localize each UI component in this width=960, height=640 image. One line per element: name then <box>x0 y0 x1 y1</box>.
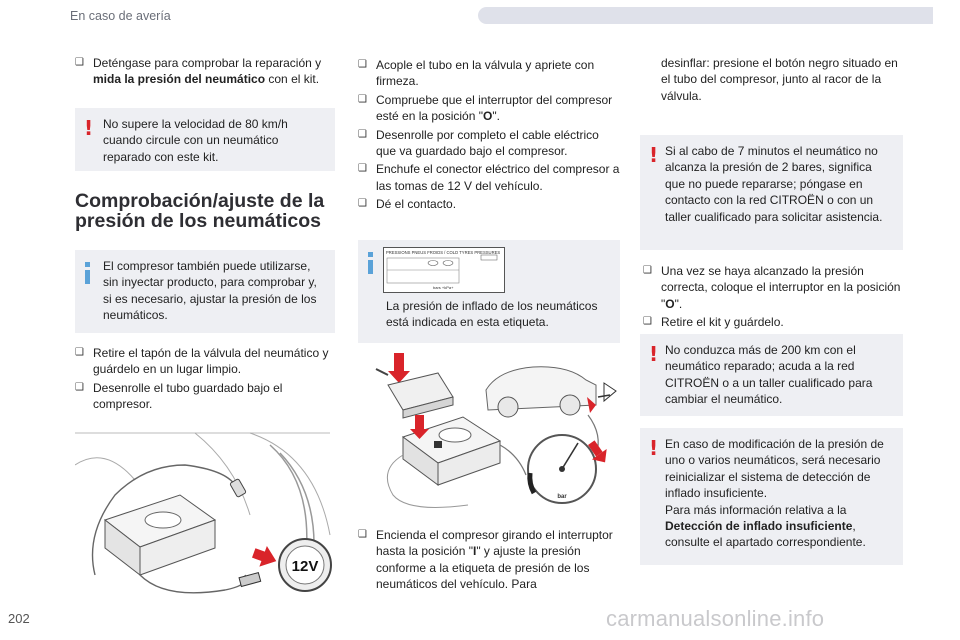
label-header-text: PRESSIONS PNEUS FROIDS / COLD TYRES PRESSURES <box>386 250 501 255</box>
checkbox-bullet-icon: ❑ <box>358 93 367 105</box>
list-item: ❑ Retire el kit y guárdelo. <box>643 315 784 330</box>
warning-box-speed <box>75 108 335 171</box>
list-item: ❑ Desenrolle por completo el cable eléctrico que va guardado bajo el compresor. <box>358 127 599 159</box>
info-box-pressure-label <box>358 240 620 343</box>
checkbox-bullet-icon: ❑ <box>358 128 367 140</box>
12v-socket-label: 12V <box>291 558 319 575</box>
col1-bullets <box>75 345 330 415</box>
list-item: ❑ Enchufe el conector eléctrico del compresor a las tomas de 12 V del vehículo. <box>358 162 620 193</box>
info-box-compressor <box>75 250 335 333</box>
list-item: ❑ Encienda el compresor girando el interruptor hasta la posición "I" y ajuste la presión conforme a la etiqueta de presión de los neumáticos del vehículo. Para <box>358 528 613 592</box>
col1-bullet-1: ❑ Deténgase para comprobar la reparación y mida la presión del neumático con el kit. <box>75 56 322 87</box>
checkbox-bullet-icon: ❑ <box>358 529 367 540</box>
list-item: ❑ Una vez se haya alcanzado la presión correcta, coloque el interruptor en la posición "O". <box>643 264 901 311</box>
warning-text: No supere la velocidad de 80 km/h cuando circule con un neumático reparado con este kit. <box>103 117 288 164</box>
col3-continuation: desinflar: presione el botón negro situado en el tubo del compresor, junto al racor de la válvula. <box>661 56 898 103</box>
tyre-pressure-label-illustration <box>383 247 505 293</box>
info-i-icon <box>85 262 91 284</box>
checkbox-bullet-icon: ❑ <box>358 198 367 210</box>
warning-exclamation-icon: ! <box>649 143 659 167</box>
compressor-wheel-illustration <box>75 425 335 610</box>
list-item: ❑ Dé el contacto. <box>358 197 457 212</box>
list-item: ❑ Acople el tubo en la válvula y apriete con firmeza. <box>358 58 595 89</box>
label-footer-text: bars +kPa+ <box>433 285 454 290</box>
warning-exclamation-icon: ! <box>84 116 94 140</box>
warning-text: Si al cabo de 7 minutos el neumático no alcanza la presión de 2 bares, significa que no puede repararse; póngase en contacto con la red CITROËN o con un taller cualificado para solicitar asistencia. <box>665 144 883 224</box>
watermark: carmanualsonline.info <box>606 606 825 631</box>
warning-box-underinflation <box>640 428 903 565</box>
warning-exclamation-icon: ! <box>649 436 659 460</box>
page-number: 202 <box>8 611 30 626</box>
gauge-unit-label: bar <box>557 494 567 500</box>
info-text: El compresor también puede utilizarse, sin inyectar producto, para comprobar y, si es necesario, ajustar la presión de los neumáticos. <box>103 259 317 323</box>
list-item: ❑ Compruebe que el interruptor del compresor esté en la posición "O". <box>358 92 613 124</box>
list-item: ❑ Retire el tapón de la válvula del neumático y guárdelo en un lugar limpio. <box>75 346 329 377</box>
section-heading: Comprobación/ajuste de la presión de los neumáticos <box>75 190 325 232</box>
checkbox-bullet-icon: ❑ <box>358 163 367 175</box>
warning-text: En caso de modificación de la presión de uno o varios neumáticos, será necesario reinicializar el sistema de detección de inflado insuficiente. Para más información relativa a la Detección de inflado insuficiente, consulte el apartado correspondiente. <box>665 437 884 550</box>
col3-bullets <box>643 263 901 333</box>
checkbox-bullet-icon: ❑ <box>643 265 652 276</box>
checkbox-bullet-icon: ❑ <box>75 347 84 358</box>
header-bar <box>478 7 933 24</box>
info-text: La presión de inflado de los neumáticos está indicada en esta etiqueta. <box>386 299 598 330</box>
info-i-icon <box>368 252 374 274</box>
checkbox-bullet-icon: ❑ <box>643 316 652 328</box>
checkbox-bullet-icon: ❑ <box>75 57 84 68</box>
col2-bullets <box>358 57 620 215</box>
list-item: ❑ Desenrolle el tubo guardado bajo el compresor. <box>75 380 283 412</box>
section-title: En caso de avería <box>70 9 171 23</box>
warning-text: No conduzca más de 200 km con el neumático reparado; acuda a la red CITROËN o a un taller cualificado para cambiar el neumático. <box>665 343 873 407</box>
col2-bullet-switch-on <box>358 527 620 595</box>
warning-box-200km <box>640 334 903 416</box>
compressor-car-gauge-illustration <box>358 345 623 520</box>
warning-exclamation-icon: ! <box>649 342 659 366</box>
checkbox-bullet-icon: ❑ <box>75 381 84 393</box>
warning-box-7-minutes <box>640 135 903 250</box>
checkbox-bullet-icon: ❑ <box>358 59 367 70</box>
